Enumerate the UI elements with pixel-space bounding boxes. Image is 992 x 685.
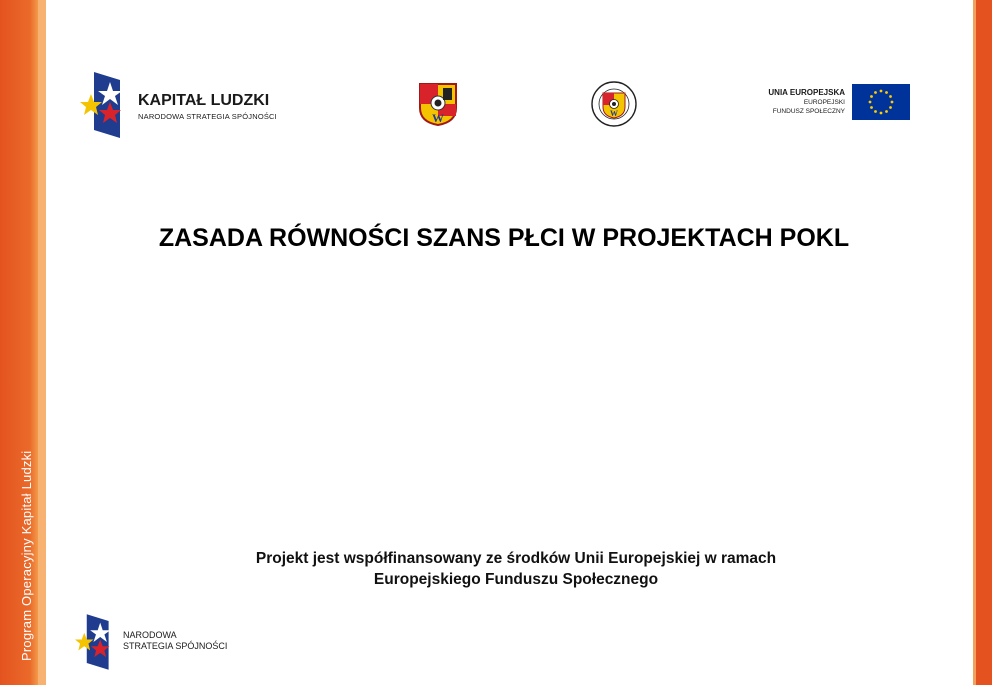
cofinancing-line-2: Europejskiego Funduszu Społecznego xyxy=(373,571,659,588)
wroclaw-coat-of-arms-icon xyxy=(418,82,458,126)
ue-line-1: EUROPEJSKI xyxy=(803,99,845,106)
svg-text:W: W xyxy=(610,109,618,118)
nss-line-1: NARODOWA xyxy=(123,630,177,640)
narodowa-strategia-logo xyxy=(75,610,245,674)
cofinancing-note xyxy=(46,548,986,590)
ue-line-2: FUNDUSZ SPOŁECZNY xyxy=(772,108,845,115)
cofinancing-line-1: Projekt jest współfinansowany ze środków Unii Europejskiej w ramach xyxy=(255,550,777,567)
kapital-ludzki-logo xyxy=(80,72,310,138)
sidebar-vertical-label: Program Operacyjny Kapitał Ludzki xyxy=(19,450,34,661)
unia-europejska-text xyxy=(768,88,845,116)
unia-europejska-logo xyxy=(755,82,915,122)
kapital-ludzki-mark-icon xyxy=(80,72,130,138)
eu-flag-icon xyxy=(852,84,910,120)
page-title: ZASADA RÓWNOŚCI SZANS PŁCI W PROJEKTACH POKL xyxy=(158,224,850,252)
narodowa-strategia-mark-icon xyxy=(75,610,117,674)
left-orange-bar-highlight xyxy=(38,0,46,685)
nss-line-2: STRATEGIA SPÓJNOŚCI xyxy=(123,641,228,651)
kapital-ludzki-subtitle: NARODOWA STRATEGIA SPÓJNOŚCI xyxy=(138,112,277,121)
association-seal-icon xyxy=(590,80,638,128)
ue-title: UNIA EUROPEJSKA xyxy=(768,88,845,97)
narodowa-strategia-text xyxy=(123,630,227,652)
kapital-ludzki-title: KAPITAŁ LUDZKI xyxy=(138,92,270,109)
svg-text:W: W xyxy=(432,111,444,125)
